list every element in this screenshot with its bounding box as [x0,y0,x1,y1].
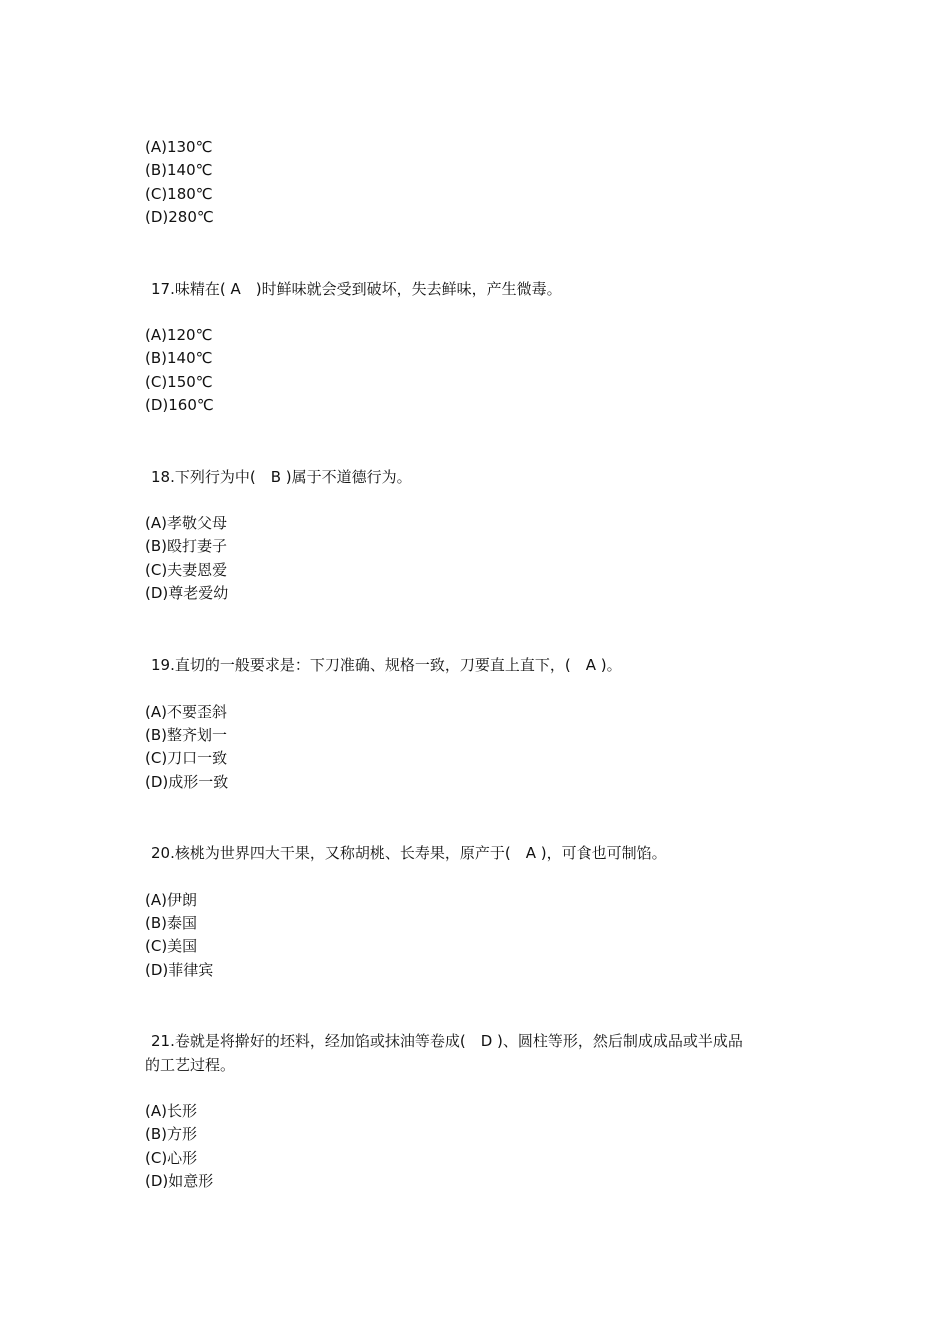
option-d: (D)如意形 [145,1172,214,1190]
option-c: (C)心形 [145,1149,198,1167]
question-21 [145,1032,743,1050]
option-b: (B)方形 [145,1125,197,1143]
option-d: (D)成形一致 [145,773,229,791]
option-c: (C)150℃ [145,373,213,391]
option-b: (B)泰国 [145,914,197,932]
question-21-text-line2: 的工艺过程。 [145,1056,236,1074]
option-a: (A)不要歪斜 [145,703,227,721]
question-18-text: 18.下列行为中( B )属于不道德行为。 [151,468,412,486]
question-19 [145,656,622,674]
question-18 [145,468,412,486]
option-a: (A)伊朗 [145,891,197,909]
option-c: (C)夫妻恩爱 [145,561,228,579]
option-d: (D)菲律宾 [145,961,214,979]
option-d: (D)280℃ [145,208,214,226]
option-a: (A)120℃ [145,326,213,344]
option-a: (A)长形 [145,1102,197,1120]
option-c: (C)刀口一致 [145,749,228,767]
option-c: (C)180℃ [145,185,213,203]
question-21-text-line1: 21.卷就是将擀好的坯料，经加馅或抹油等卷成( D )、圆柱等形，然后制成成品或半成品 [151,1032,743,1050]
option-b: (B)140℃ [145,161,213,179]
question-17-text: 17.味精在( A )时鲜味就会受到破坏，失去鲜味，产生微毒。 [151,280,562,298]
question-19-text: 19.直切的一般要求是：下刀准确、规格一致，刀要直上直下，( A )。 [151,656,622,674]
question-17 [145,280,562,298]
question-20-text: 20.核桃为世界四大干果，又称胡桃、长寿果，原产于( A )，可食也可制馅。 [151,844,667,862]
option-b: (B)殴打妻子 [145,537,227,555]
option-b: (B)140℃ [145,349,213,367]
question-20 [145,844,667,862]
option-a: (A)孝敬父母 [145,514,227,532]
option-b: (B)整齐划一 [145,726,227,744]
option-a: (A)130℃ [145,138,213,156]
option-d: (D)尊老爱幼 [145,584,229,602]
option-d: (D)160℃ [145,396,214,414]
option-c: (C)美国 [145,937,198,955]
